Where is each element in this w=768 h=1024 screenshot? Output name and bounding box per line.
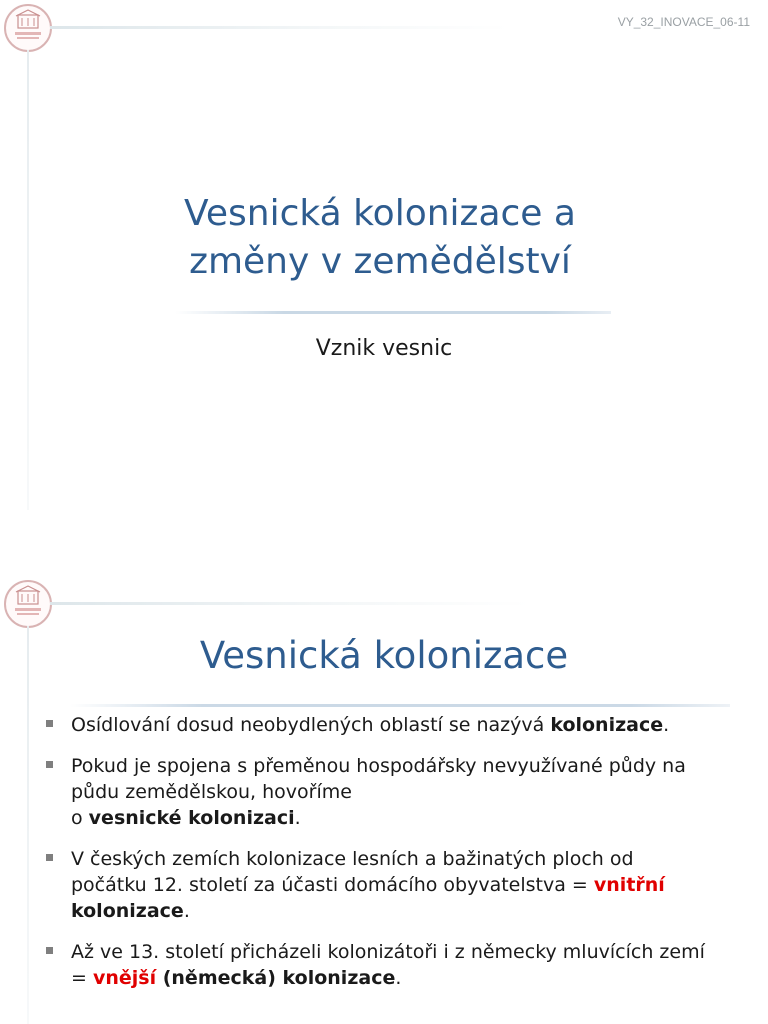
school-logo-icon — [4, 580, 52, 628]
content-slide — [0, 576, 768, 1024]
slide-title — [120, 190, 640, 286]
square-bullet-icon — [46, 720, 53, 727]
list-item: Pokud je spojena s přeměnou hospodářsky nevyužívané půdy na půdu zemědělskou, hovoříme o vesnické kolonizaci. — [42, 753, 742, 831]
heading-divider — [70, 704, 730, 707]
square-bullet-icon — [46, 947, 53, 954]
school-logo-icon — [4, 4, 52, 52]
side-rule — [27, 50, 29, 510]
header-rule — [50, 602, 530, 605]
list-item: V českých zemích kolonizace lesních a bažinatých ploch od počátku 12. století za účasti domácího obyvatelstva = vnitřní kolonizace. — [42, 846, 742, 924]
list-item: Až ve 13. století přicházeli kolonizátoři i z německy mluvících zemí = vnější (německá) kolonizace. — [42, 939, 742, 991]
document-code: VY_32_INOVACE_06-11 — [617, 15, 750, 29]
bullet-list — [42, 712, 742, 1006]
slide-title-line1: Vesnická kolonizace a — [184, 193, 576, 234]
square-bullet-icon — [46, 854, 53, 861]
slide-heading: Vesnická kolonizace — [199, 634, 569, 677]
list-item: Osídlování dosud neobydlených oblastí se nazývá kolonizace. — [42, 712, 742, 738]
square-bullet-icon — [46, 761, 53, 768]
slide-gap — [0, 512, 768, 576]
header-rule — [50, 26, 510, 29]
slide-title-line2: změny v zemědělství — [189, 241, 571, 282]
title-divider — [175, 311, 611, 314]
side-rule — [27, 626, 29, 1024]
slide-subtitle: Vznik vesnic — [315, 336, 453, 361]
